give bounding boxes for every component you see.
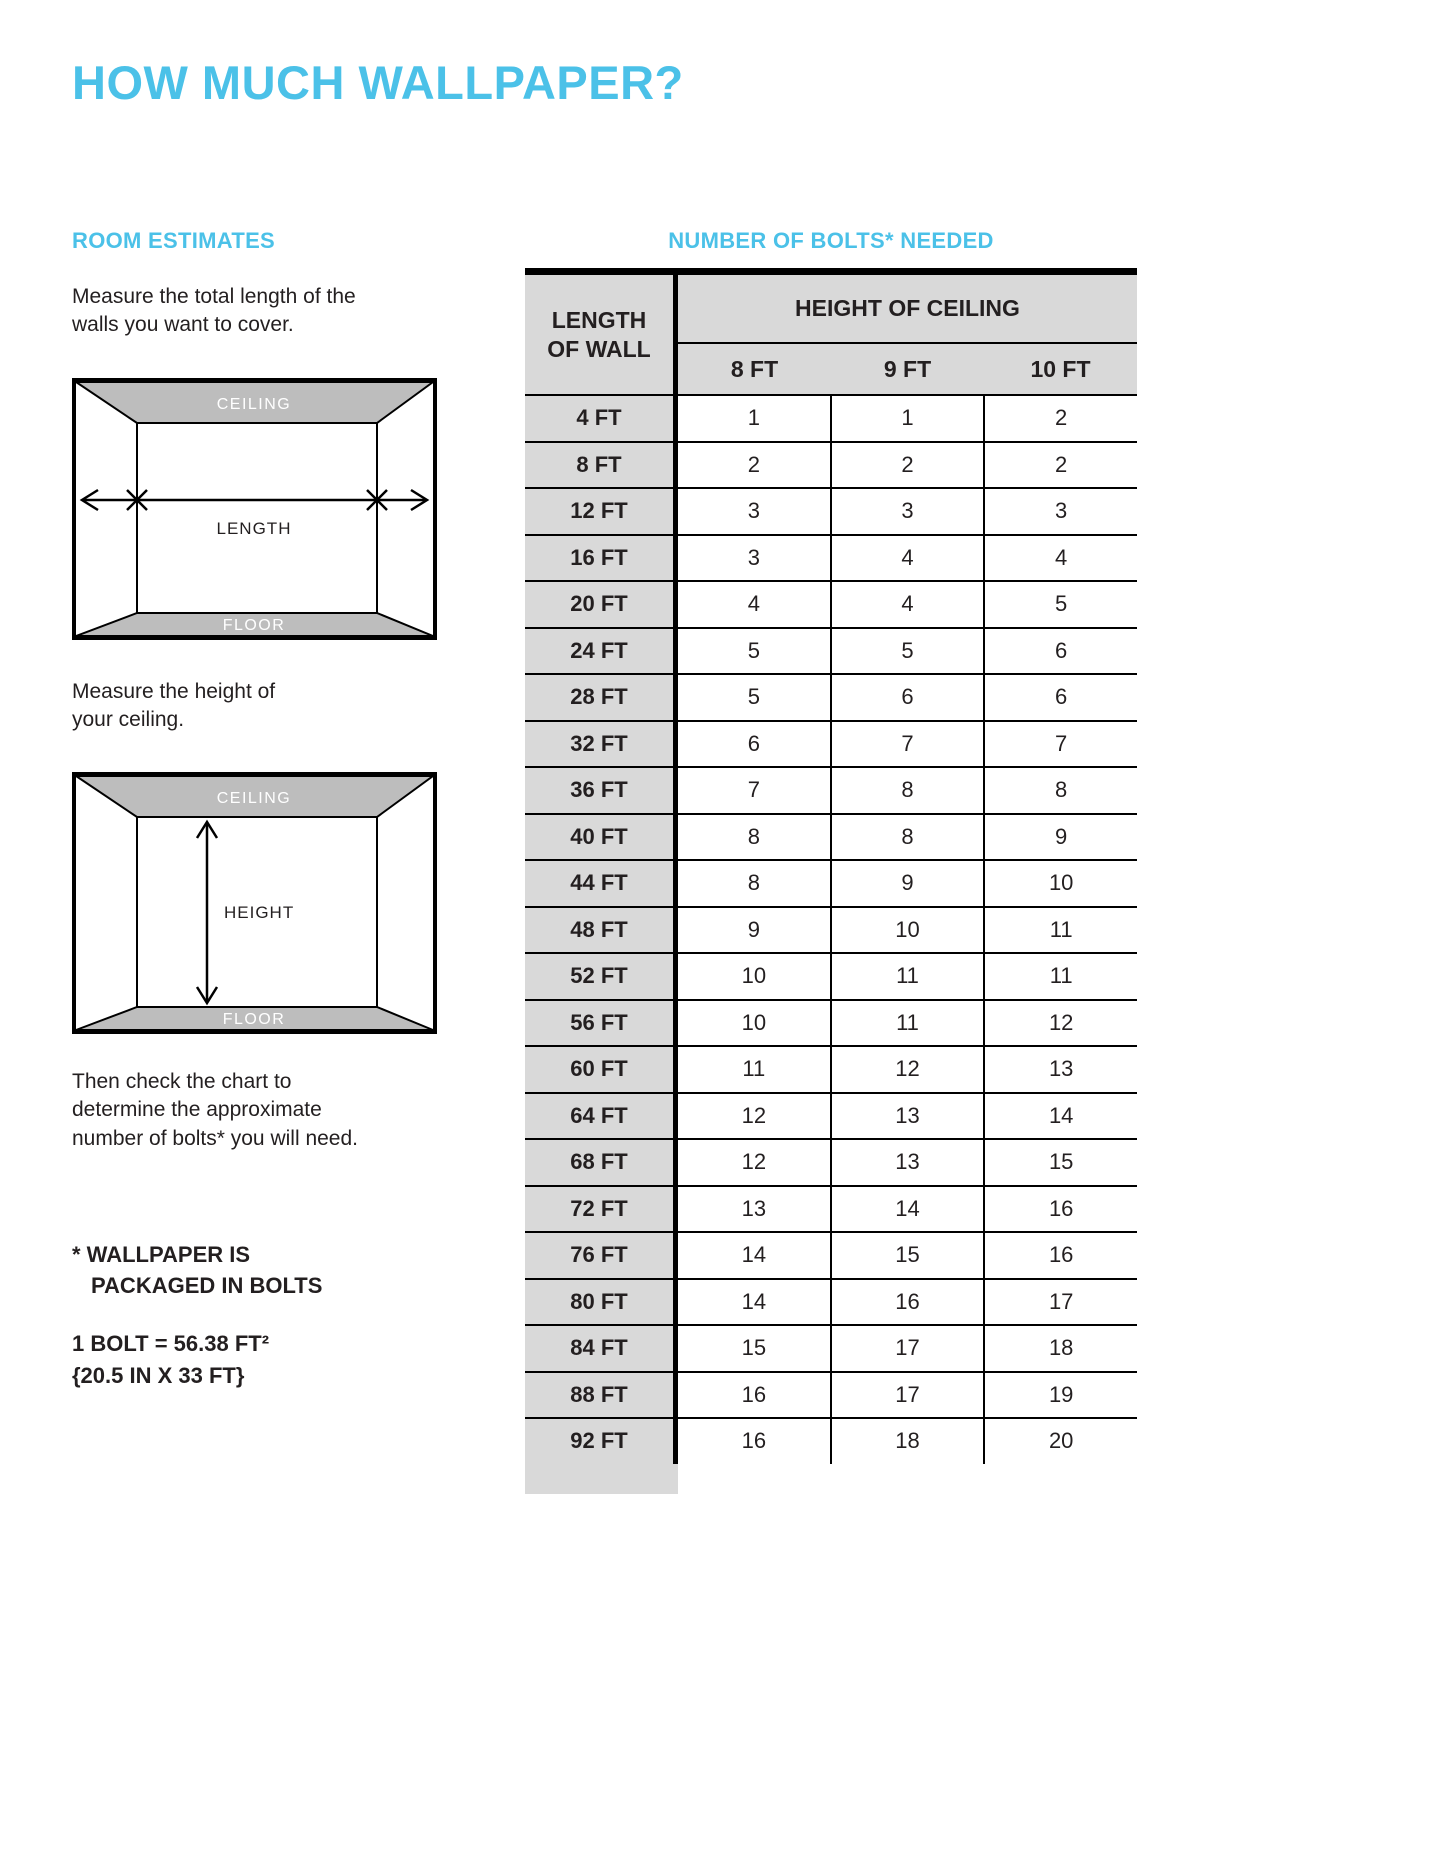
- row-label-wall-length: 88 FT: [525, 1373, 678, 1418]
- bolt-count-cell: 17: [830, 1373, 984, 1418]
- bolt-count-cell: 11: [830, 1001, 984, 1046]
- table-header: [525, 275, 1137, 394]
- bolt-count-cell: 8: [830, 768, 984, 813]
- col-header-8ft: 8 FT: [730, 355, 779, 382]
- floor-label: FLOOR: [222, 617, 286, 634]
- bolt-count-cell: 2: [830, 443, 984, 488]
- row-label-wall-length: 12 FT: [525, 489, 678, 534]
- row-label-wall-length: 4 FT: [525, 396, 678, 441]
- row-label-wall-length: 48 FT: [525, 908, 678, 953]
- row-label-wall-length: 40 FT: [525, 815, 678, 860]
- bolt-table: [525, 268, 1137, 1494]
- table-row: [525, 952, 1137, 999]
- bolt-count-cell: 3: [747, 544, 760, 570]
- table-row: [525, 766, 1137, 813]
- bolt-count-cell: 8: [983, 768, 1137, 813]
- row-values: [678, 815, 1137, 860]
- table-row: [525, 627, 1137, 674]
- bolt-count-cell: 16: [741, 1381, 767, 1407]
- bolt-count-cell: 9: [983, 815, 1137, 860]
- row-label-wall-length: 32 FT: [525, 722, 678, 767]
- bolt-count-cell: 19: [983, 1373, 1137, 1418]
- bolt-count-cell: 6: [983, 629, 1137, 674]
- bolt-count-cell: 4: [830, 536, 984, 581]
- bolt-count-cell: 6: [830, 675, 984, 720]
- bolt-count-cell: 9: [830, 861, 984, 906]
- ceiling-label: CEILING: [216, 396, 292, 413]
- bolt-count-cell: 18: [983, 1326, 1137, 1371]
- col-header-length-of-wall: LENGTH OF WALL: [525, 275, 678, 394]
- row-label-wall-length: 68 FT: [525, 1140, 678, 1185]
- bolt-count-cell: 18: [830, 1419, 984, 1464]
- bolt-count-cell: 12: [983, 1001, 1137, 1046]
- row-values: [678, 536, 1137, 581]
- table-row: [525, 1231, 1137, 1278]
- row-values: [678, 1280, 1137, 1325]
- row-values: [678, 629, 1137, 674]
- row-label-wall-length: 28 FT: [525, 675, 678, 720]
- bolt-count-cell: 16: [983, 1233, 1137, 1278]
- bolt-count-cell: 6: [747, 730, 760, 756]
- bolt-count-cell: 12: [741, 1102, 767, 1128]
- page-title: HOW MUCH WALLPAPER?: [72, 56, 684, 109]
- bolt-count-cell: 13: [741, 1195, 767, 1221]
- col-header-9ft: 9 FT: [883, 355, 932, 382]
- row-label-wall-length: 56 FT: [525, 1001, 678, 1046]
- bolt-count-cell: 8: [747, 870, 760, 896]
- bolt-dimensions: {20.5 IN X 33 FT}: [72, 1362, 245, 1388]
- row-label-wall-length: 80 FT: [525, 1280, 678, 1325]
- col-header-10ft: 10 FT: [1030, 355, 1091, 382]
- bolt-count-cell: 1: [747, 405, 760, 431]
- bolt-count-cell: 16: [983, 1187, 1137, 1232]
- row-values: [678, 396, 1137, 441]
- bolt-count-cell: 11: [830, 954, 984, 999]
- bolt-count-cell: 7: [830, 722, 984, 767]
- row-values: [678, 954, 1137, 999]
- bolt-count-cell: 5: [747, 637, 760, 663]
- bolt-count-cell: 11: [742, 1056, 766, 1082]
- table-body: [525, 394, 1137, 1464]
- bolt-count-cell: 10: [830, 908, 984, 953]
- row-values: [678, 675, 1137, 720]
- bolt-count-cell: 10: [741, 1009, 767, 1035]
- bolt-count-cell: 17: [830, 1326, 984, 1371]
- bolt-count-cell: 13: [830, 1094, 984, 1139]
- room-estimates-heading: ROOM ESTIMATES: [72, 228, 276, 253]
- bolt-count-cell: 13: [983, 1047, 1137, 1092]
- row-values: [678, 722, 1137, 767]
- table-row: [525, 487, 1137, 534]
- table-row: [525, 1278, 1137, 1325]
- bolt-count-cell: 11: [983, 908, 1137, 953]
- table-row: [525, 1185, 1137, 1232]
- length-label: LENGTH: [216, 519, 292, 538]
- bolt-count-cell: 17: [983, 1280, 1137, 1325]
- instruction-check-chart: Then check the chart to determine the approximate number of bolts* you will need.: [72, 1070, 358, 1150]
- table-row: [525, 813, 1137, 860]
- bolt-count-cell: 12: [741, 1149, 767, 1175]
- table-row: [525, 580, 1137, 627]
- row-values: [678, 489, 1137, 534]
- row-label-wall-length: 8 FT: [525, 443, 678, 488]
- row-label-wall-length: 36 FT: [525, 768, 678, 813]
- footnote-line-1: * WALLPAPER IS: [72, 1242, 251, 1267]
- bolt-count-cell: 14: [741, 1288, 767, 1314]
- bolt-count-cell: 5: [747, 684, 760, 710]
- row-label-wall-length: 44 FT: [525, 861, 678, 906]
- table-row: [525, 720, 1137, 767]
- row-values: [678, 1326, 1137, 1371]
- table-row: [525, 441, 1137, 488]
- row-values: [678, 1047, 1137, 1092]
- row-label-wall-length: 76 FT: [525, 1233, 678, 1278]
- row-values: [678, 1419, 1137, 1464]
- bolts-needed-heading: NUMBER OF BOLTS* NEEDED: [668, 228, 994, 253]
- bolt-count-cell: 10: [983, 861, 1137, 906]
- table-row: [525, 1092, 1137, 1139]
- row-values: [678, 1140, 1137, 1185]
- bolt-count-cell: 15: [830, 1233, 984, 1278]
- bolt-count-cell: 9: [747, 916, 760, 942]
- table-row: [525, 999, 1137, 1046]
- table-row: [525, 906, 1137, 953]
- bolt-equation: 1 BOLT = 56.38 FT²: [72, 1331, 270, 1356]
- row-values: [678, 1373, 1137, 1418]
- room-length-diagram: [72, 378, 437, 640]
- bolt-count-cell: 4: [747, 591, 760, 617]
- row-label-wall-length: 64 FT: [525, 1094, 678, 1139]
- bolt-count-cell: 8: [830, 815, 984, 860]
- ceiling-height-diagram: [72, 772, 437, 1034]
- bolt-count-cell: 5: [983, 582, 1137, 627]
- bolt-count-cell: 12: [830, 1047, 984, 1092]
- group-header-height-of-ceiling: HEIGHT OF CEILING: [678, 275, 1137, 344]
- bolt-count-cell: 4: [983, 536, 1137, 581]
- table-row: [525, 1417, 1137, 1464]
- row-label-wall-length: 52 FT: [525, 954, 678, 999]
- instruction-measure-length: Measure the total length of the walls you want to cover.: [72, 285, 356, 337]
- row-values: [678, 1233, 1137, 1278]
- row-values: [678, 443, 1137, 488]
- height-label: HEIGHT: [224, 903, 295, 922]
- row-values: [678, 1094, 1137, 1139]
- bolt-count-cell: 14: [741, 1242, 767, 1268]
- row-label-wall-length: 24 FT: [525, 629, 678, 674]
- bolt-count-cell: 2: [747, 451, 760, 477]
- label-column-filler: [525, 1464, 678, 1494]
- bolt-count-cell: 3: [747, 498, 760, 524]
- bolt-count-cell: 16: [830, 1280, 984, 1325]
- bolt-count-cell: 6: [983, 675, 1137, 720]
- bolt-count-cell: 10: [741, 963, 767, 989]
- table-row: [525, 394, 1137, 441]
- row-label-wall-length: 20 FT: [525, 582, 678, 627]
- bolt-count-cell: 14: [830, 1187, 984, 1232]
- table-row: [525, 534, 1137, 581]
- bolt-count-cell: 4: [830, 582, 984, 627]
- row-values: [678, 768, 1137, 813]
- row-label-wall-length: 16 FT: [525, 536, 678, 581]
- table-row: [525, 1045, 1137, 1092]
- footnote-bolts: [72, 1240, 322, 1302]
- table-header-right: [678, 275, 1137, 394]
- table-row: [525, 673, 1137, 720]
- bolt-count-cell: 3: [830, 489, 984, 534]
- footnote-line-2: PACKAGED IN BOLTS: [91, 1272, 323, 1298]
- bolt-count-cell: 7: [747, 777, 760, 803]
- row-label-wall-length: 84 FT: [525, 1326, 678, 1371]
- row-label-wall-length: 92 FT: [525, 1419, 678, 1464]
- row-label-wall-length: 60 FT: [525, 1047, 678, 1092]
- bolt-count-cell: 15: [983, 1140, 1137, 1185]
- instruction-measure-height: Measure the height of your ceiling.: [72, 680, 276, 732]
- bolt-count-cell: 16: [741, 1428, 767, 1454]
- sub-header-row: [678, 344, 1137, 394]
- bolt-count-cell: 11: [983, 954, 1137, 999]
- bolt-count-cell: 1: [830, 396, 984, 441]
- row-label-wall-length: 72 FT: [525, 1187, 678, 1232]
- row-values: [678, 1187, 1137, 1232]
- bolt-count-cell: 14: [983, 1094, 1137, 1139]
- table-row: [525, 1324, 1137, 1371]
- floor-label: FLOOR: [222, 1011, 286, 1028]
- ceiling-label: CEILING: [216, 790, 292, 807]
- bolt-info: [72, 1328, 269, 1392]
- table-row: [525, 859, 1137, 906]
- row-values: [678, 908, 1137, 953]
- bolt-count-cell: 5: [830, 629, 984, 674]
- bolt-count-cell: 13: [830, 1140, 984, 1185]
- bolt-count-cell: 2: [983, 396, 1137, 441]
- row-values: [678, 1001, 1137, 1046]
- bolt-count-cell: 3: [983, 489, 1137, 534]
- bolt-count-cell: 2: [983, 443, 1137, 488]
- table-row: [525, 1371, 1137, 1418]
- table-row: [525, 1138, 1137, 1185]
- row-values: [678, 582, 1137, 627]
- row-values: [678, 861, 1137, 906]
- bolt-count-cell: 15: [741, 1335, 767, 1361]
- bolt-count-cell: 8: [747, 823, 760, 849]
- bolt-count-cell: 20: [983, 1419, 1137, 1464]
- bolt-count-cell: 7: [983, 722, 1137, 767]
